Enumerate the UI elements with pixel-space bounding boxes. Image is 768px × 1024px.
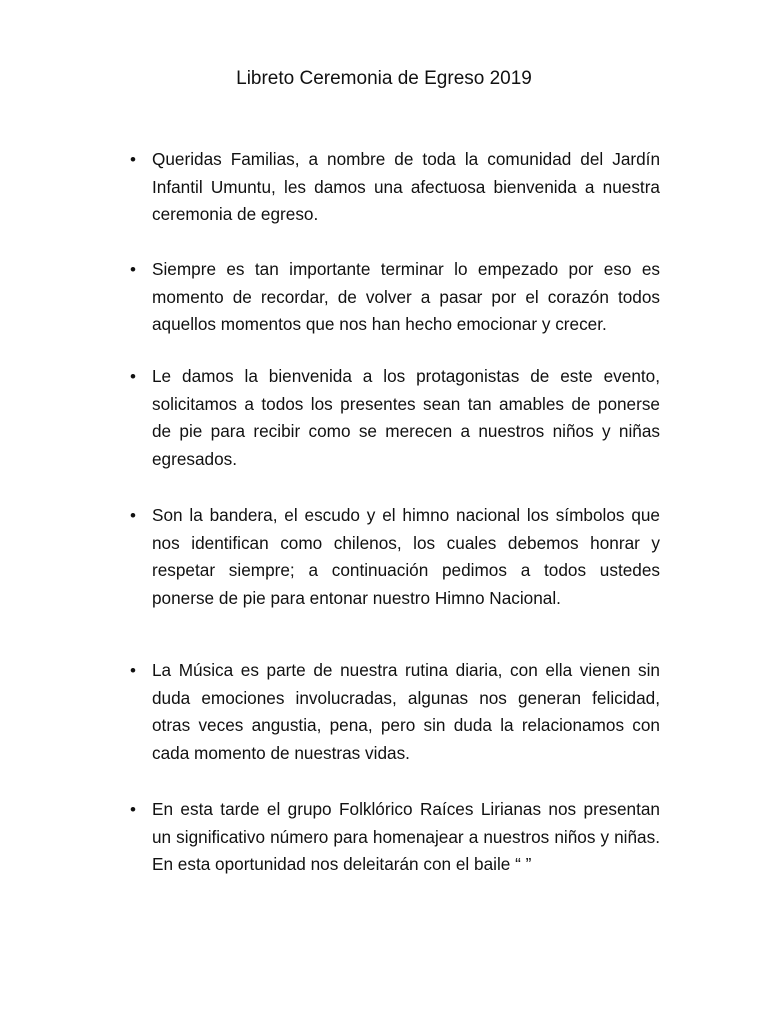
list-item xyxy=(126,796,660,879)
bullet-icon: • xyxy=(130,260,136,279)
paragraph-text: Siempre es tan importante terminar lo empezado por eso es momento de recordar, de volver a pasar por el corazón todos aquellos momentos que nos han hecho emocionar y crecer. xyxy=(152,259,660,334)
bullet-icon: • xyxy=(130,506,136,525)
paragraph-text: Queridas Familias, a nombre de toda la comunidad del Jardín Infantil Umuntu, les damos una afectuosa bienvenida a nuestra ceremonia de egreso. xyxy=(152,149,660,224)
list-item xyxy=(126,363,660,473)
bullet-icon: • xyxy=(130,661,136,680)
paragraph-text: En esta tarde el grupo Folklórico Raíces Lirianas nos presentan un significativo número para homenajear a nuestros niños y niñas. En esta oportunidad nos deleitarán con el baile “ ” xyxy=(152,799,660,874)
list-item xyxy=(126,256,660,339)
bullet-icon: • xyxy=(130,367,136,386)
list-item xyxy=(126,502,660,612)
bullet-icon: • xyxy=(130,800,136,819)
list-item xyxy=(126,146,660,229)
document-title: Libreto Ceremonia de Egreso 2019 xyxy=(236,68,532,89)
paragraph-text: Le damos la bienvenida a los protagonistas de este evento, solicitamos a todos los presentes sean tan amables de ponerse de pie para recibir como se merecen a nuestros niños y niñas egresados. xyxy=(152,366,660,469)
paragraph-text: Son la bandera, el escudo y el himno nacional los símbolos que nos identifican como chilenos, los cuales debemos honrar y respetar siempre; a continuación pedimos a todos ustedes ponerse de pie para entonar nuestro Himno Nacional. xyxy=(152,505,660,608)
paragraph-text: La Música es parte de nuestra rutina diaria, con ella vienen sin duda emociones involucradas, algunas nos generan felicidad, otras veces angustia, pena, pero sin duda la relacionamos con cada momento de nuestras vidas. xyxy=(152,660,660,763)
list-item xyxy=(126,657,660,767)
bullet-icon: • xyxy=(130,150,136,169)
